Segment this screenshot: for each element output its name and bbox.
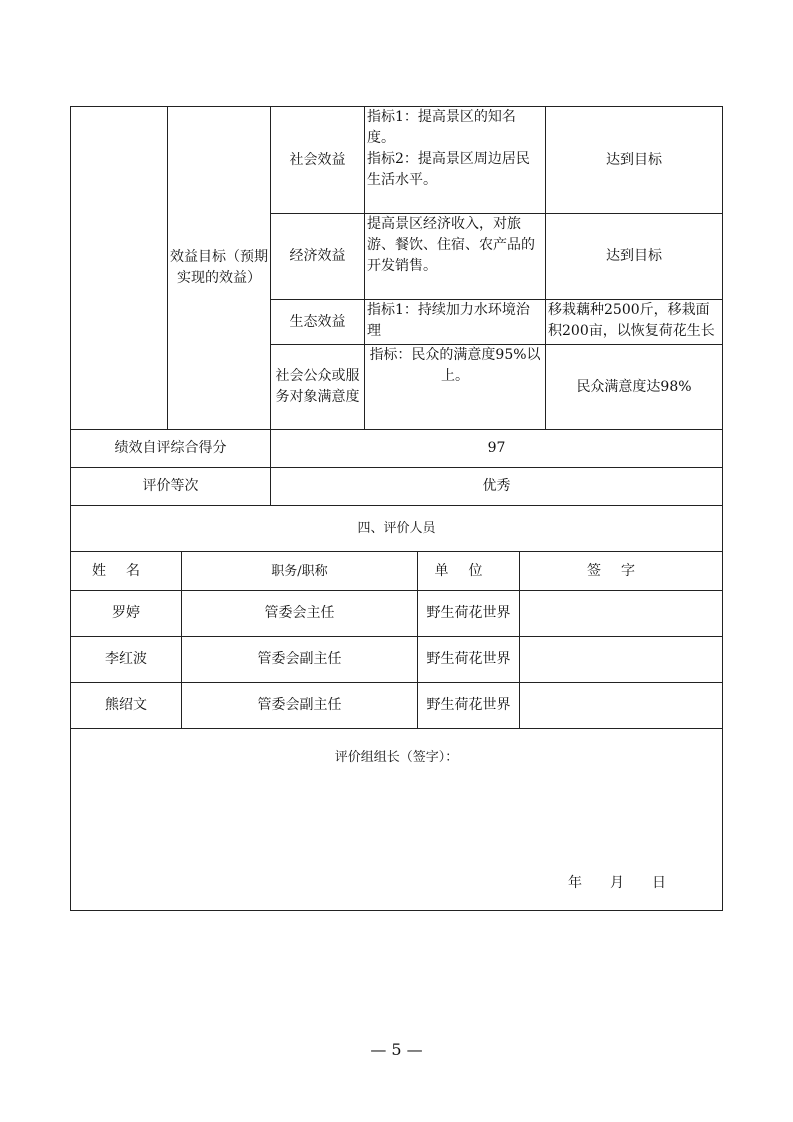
evaluators-title: 四、评价人员 [70, 505, 723, 552]
indicator-cell: 指标1：提高景区的知名度。 指标2：提高景区周边居民生活水平。 [364, 106, 546, 214]
category-cell: 社会公众或服务对象满意度 [270, 344, 365, 430]
evaluator-unit: 野生荷花世界 [417, 636, 520, 683]
signature-cell[interactable] [519, 636, 723, 683]
category-cell: 社会效益 [270, 106, 365, 214]
score-value: 97 [270, 429, 723, 468]
result-cell: 移栽藕种2500斤，移栽面积200亩，以恢复荷花生长 [545, 299, 723, 345]
category-cell: 经济效益 [270, 213, 365, 300]
evaluator-position: 管委会副主任 [181, 682, 418, 729]
leader-sign-label: 评价组组长（签字）： [334, 750, 459, 765]
header-signature: 签字 [519, 551, 723, 591]
result-cell: 达到目标 [545, 213, 723, 300]
sign-date: 年 月 日 [568, 875, 666, 891]
leader-sign-box [70, 728, 723, 911]
grade-label: 评价等次 [70, 467, 271, 506]
evaluator-position: 管委会主任 [181, 590, 418, 637]
evaluator-name: 李红波 [70, 636, 182, 683]
header-name: 姓名 [70, 551, 182, 591]
signature-cell[interactable] [519, 682, 723, 729]
header-position: 职务/职称 [181, 551, 418, 591]
evaluator-position: 管委会副主任 [181, 636, 418, 683]
evaluator-unit: 野生荷花世界 [417, 590, 520, 637]
page-number: — 5 — [370, 1040, 423, 1059]
result-cell: 民众满意度达98% [545, 344, 723, 430]
category-cell: 生态效益 [270, 299, 365, 345]
evaluator-unit: 野生荷花世界 [417, 682, 520, 729]
result-cell: 达到目标 [545, 106, 723, 214]
indicator-cell: 指标1：持续加力水环境治理 [364, 299, 546, 345]
benefit-label: 效益目标（预期实现的效益） [167, 106, 271, 430]
evaluator-name: 罗婷 [70, 590, 182, 637]
evaluator-name: 熊绍文 [70, 682, 182, 729]
blank-cell [70, 106, 168, 430]
grade-value: 优秀 [270, 467, 723, 506]
header-unit: 单位 [417, 551, 520, 591]
indicator-cell: 提高景区经济收入，对旅游、餐饮、住宿、农产品的开发销售。 [364, 213, 546, 300]
score-label: 绩效自评综合得分 [70, 429, 271, 468]
indicator-cell: 指标：民众的满意度95%以上。 [364, 344, 546, 430]
signature-cell[interactable] [519, 590, 723, 637]
